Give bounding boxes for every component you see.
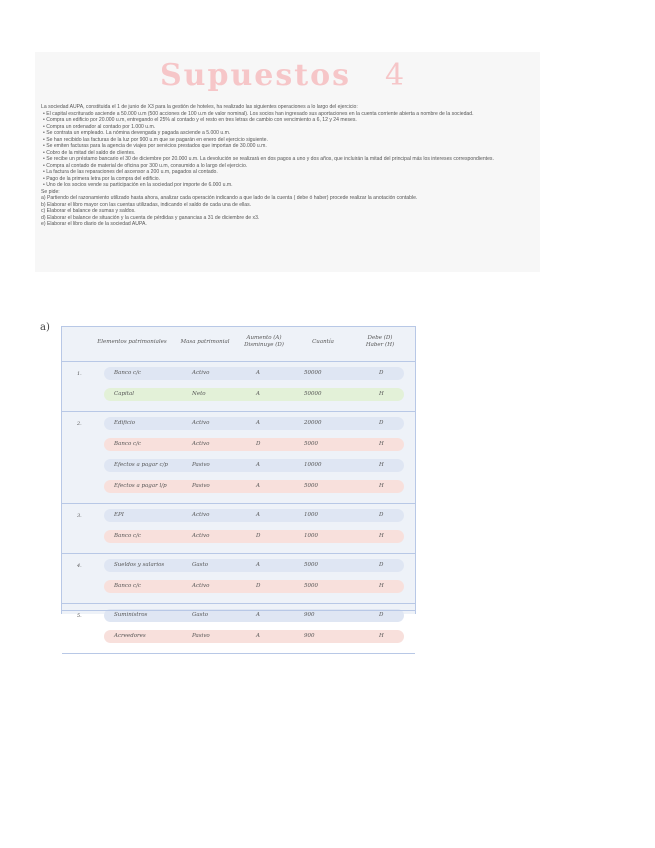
cell-masa: Activo — [192, 583, 210, 589]
header-aumento: Aumento (A) Disminuye (D) — [244, 335, 284, 348]
cell-cuantia: 5000 — [304, 483, 318, 489]
cell-dh: H — [379, 583, 384, 589]
operation-number: 3. — [77, 513, 82, 519]
operation-group — [62, 361, 415, 412]
statement-task: c) Elaborar el balance de sumas y saldos. — [41, 208, 136, 214]
cell-ad: A — [256, 420, 260, 426]
statement-task: b) Elaborar el libro mayor con las cuentas utilizadas, indicando el saldo de cada una de ellas. — [41, 201, 252, 208]
cell-el: Capital — [114, 391, 135, 397]
statement-bullet: • Se contrata un empleado. La nómina devengada y pagada asciende a 5.000 u.m. — [43, 130, 231, 136]
cell-dh: D — [379, 512, 384, 518]
statement-task: a) Partiendo del razonamiento utilizado hasta ahora, analizar cada operación indicando a que lado de la cuenta ( debe ó haber) procede realizar la anotación contable. — [41, 195, 418, 201]
cell-dh: D — [379, 612, 384, 618]
table-row — [104, 559, 404, 572]
cell-cuantia: 50000 — [304, 391, 322, 397]
title-number: 4 — [385, 58, 407, 93]
page-title — [160, 58, 406, 93]
table-row — [104, 580, 404, 593]
cell-ad: A — [256, 483, 260, 489]
cell-el: Banco c/c — [114, 583, 142, 589]
cell-masa: Pasivo — [192, 633, 210, 639]
cell-ad: D — [256, 441, 261, 447]
cell-cuantia: 900 — [304, 612, 315, 618]
cell-cuantia: 900 — [304, 633, 315, 639]
cell-el: Efectos a pagar c/p — [114, 462, 168, 468]
statement-bullet: • Pago de la primera letra por la compra del edificio. — [43, 175, 161, 182]
section-label: a) — [40, 322, 50, 333]
cell-masa: Activo — [192, 533, 210, 539]
statement-task: d) Elaborar el balance de situación y la cuenta de pérdidas y ganancias a 31 de diciembre de x3. — [41, 214, 260, 221]
cell-dh: D — [379, 420, 384, 426]
cell-el: Sueldos y salarios — [114, 562, 165, 568]
cell-masa: Neto — [192, 391, 206, 397]
header-debe-haber: Debe (D) Haber (H) — [365, 335, 395, 348]
analysis-table — [61, 326, 416, 639]
cell-ad: A — [256, 462, 260, 468]
cell-masa: Pasivo — [192, 483, 210, 489]
cell-ad: D — [256, 533, 261, 539]
statement-bullet: • La factura de las reparaciones del ascensor a 200 u.m, pagados al contado. — [43, 169, 218, 175]
cell-dh: H — [379, 483, 384, 489]
statement-tasks — [41, 195, 536, 228]
statement-bullet: • Se emiten facturas para la agencia de viajes por servicios prestados que importan de 30.000 u.m. — [43, 143, 267, 149]
cell-cuantia: 5000 — [304, 562, 318, 568]
table-row — [104, 630, 404, 643]
header-cuantia: Cuantía — [312, 339, 334, 345]
cell-masa: Activo — [192, 370, 210, 376]
cell-cuantia: 50000 — [304, 370, 322, 376]
table-row — [104, 367, 404, 380]
operation-group — [62, 553, 415, 604]
cell-el: Acreedores — [114, 633, 146, 639]
table-row — [104, 509, 404, 522]
cell-masa: Gasto — [192, 612, 209, 618]
cell-el: Banco c/c — [114, 441, 142, 447]
cell-dh: H — [379, 441, 384, 447]
table-row — [104, 438, 404, 451]
header-masa: Masa patrimonial — [180, 339, 230, 345]
cell-ad: A — [256, 562, 260, 568]
operation-number: 2. — [77, 421, 82, 427]
table-header — [62, 327, 415, 362]
operation-number: 5. — [77, 613, 82, 619]
cell-ad: A — [256, 391, 260, 397]
cell-dh: D — [379, 370, 384, 376]
cell-ad: A — [256, 633, 260, 639]
cell-dh: H — [379, 391, 384, 397]
table-row — [104, 530, 404, 543]
cell-el: Banco c/c — [114, 533, 142, 539]
table-row — [104, 388, 404, 401]
operation-number: 1. — [77, 371, 82, 377]
statement-bullet: • Compra al contado de material de oficina por 300 u.m, consumido a lo largo del ejercicio. — [43, 162, 248, 169]
cell-el: Edificio — [114, 420, 136, 426]
statement-bullets — [41, 111, 536, 189]
statement-bullet: • Compra un edificio por 20.000 u.m, entregando el 25% al contado y el resto en tres letras de cambio con vencimiento a 6, 12 y 24 meses. — [43, 117, 357, 123]
cell-masa: Pasivo — [192, 462, 210, 468]
statement-bullet: • Uno de los socios vende su participación en la sociedad por importe de 6.000 u.m. — [43, 182, 233, 188]
problem-statement — [35, 100, 540, 272]
operation-group — [62, 411, 415, 504]
cell-masa: Activo — [192, 420, 210, 426]
table-row — [104, 480, 404, 493]
cell-dh: D — [379, 562, 384, 568]
cell-masa: Activo — [192, 512, 210, 518]
cell-el: EPI — [114, 512, 124, 518]
cell-ad: D — [256, 583, 261, 589]
cell-dh: H — [379, 533, 384, 539]
statement-intro: La sociedad AUPA, constituida el 1 de junio de X3 para la gestión de hoteles, ha realizado las siguientes operaciones a lo largo del ejercicio: — [41, 104, 358, 110]
cell-ad: A — [256, 612, 260, 618]
cell-cuantia: 5000 — [304, 441, 318, 447]
cell-cuantia: 5000 — [304, 583, 318, 589]
header-elementos: Elementos patrimoniales — [97, 339, 167, 345]
cell-ad: A — [256, 512, 260, 518]
cell-cuantia: 1000 — [304, 512, 318, 518]
table-row — [104, 417, 404, 430]
operation-group — [62, 503, 415, 554]
cell-el: Banco c/c — [114, 370, 142, 376]
statement-task: e) Elaborar el libro diario de la sociedad AUPA. — [41, 221, 147, 227]
statement-bullet: • Compra un ordenador al contado por 1.000 u.m. — [43, 123, 156, 130]
statement-bullet: • Se han recibido las facturas de la luz por 900 u.m que se pagarán en enero del ejercicio siguiente. — [43, 136, 268, 143]
cell-masa: Activo — [192, 441, 210, 447]
statement-bullet: • El capital escriturado asciende a 50.000 u.m (500 acciones de 100 u.m de valor nominal). Los socios han ingresado sus aportaciones en la cuenta corriente abierta a nombre de la sociedad. — [43, 110, 474, 117]
cell-masa: Gasto — [192, 562, 209, 568]
table-row — [104, 459, 404, 472]
cell-dh: H — [379, 633, 384, 639]
cell-el: Suministros — [114, 612, 148, 618]
cell-cuantia: 20000 — [304, 420, 322, 426]
cell-el: Efectos a pagar l/p — [114, 483, 167, 489]
table-continuation — [62, 610, 416, 615]
statement-bullet: • Se recibe un préstamo bancario el 30 de diciembre por 20.000 u.m. La devolución se realizará en dos pagos a uno y dos años, que incluirán la mitad del principal más los intereses correspondientes. — [43, 156, 494, 162]
statement-bullet: • Cobro de la mitad del saldo de clientes. — [43, 149, 136, 156]
cell-dh: H — [379, 462, 384, 468]
title-text: Supuestos — [160, 58, 351, 93]
operation-number: 4. — [77, 563, 82, 569]
cell-cuantia: 10000 — [304, 462, 322, 468]
cell-ad: A — [256, 370, 260, 376]
statement-se-pide: Se pide: — [41, 188, 60, 195]
cell-cuantia: 1000 — [304, 533, 318, 539]
